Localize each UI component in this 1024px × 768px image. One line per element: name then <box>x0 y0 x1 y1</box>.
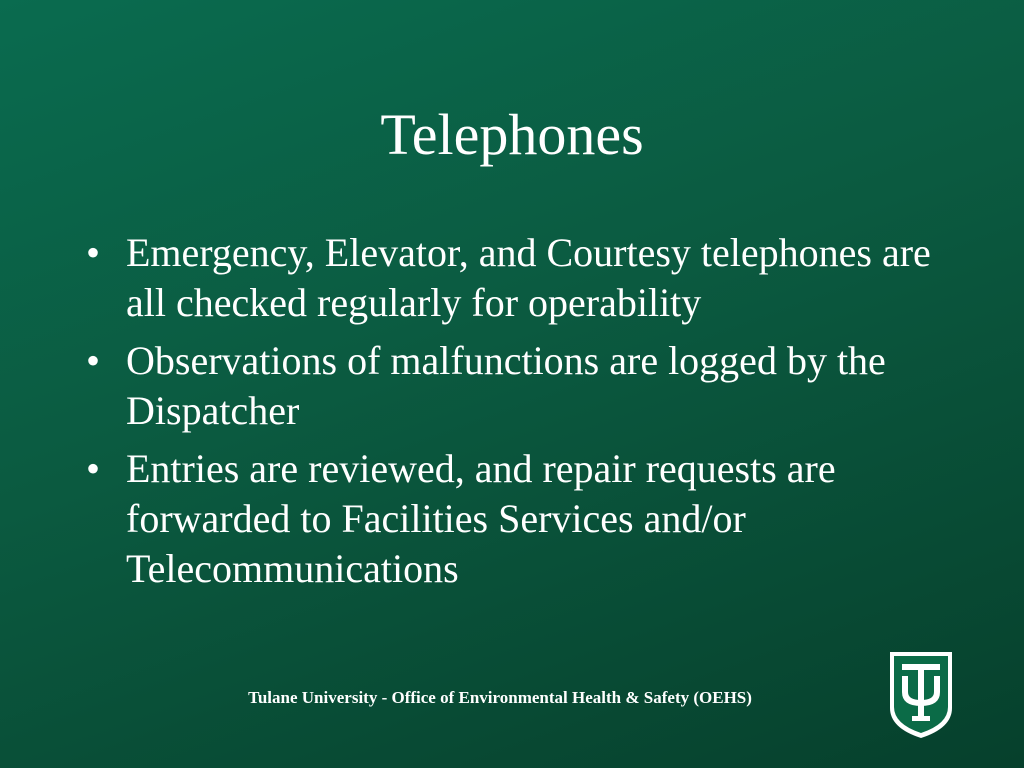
bullet-marker: • <box>86 230 101 275</box>
bullet-text: Observations of malfunctions are logged by the Dispatcher <box>126 338 886 433</box>
slide-title: Telephones <box>380 102 644 167</box>
bullet-item <box>86 228 956 328</box>
bullet-item <box>86 336 956 436</box>
bullet-list <box>86 228 956 602</box>
bullet-marker: • <box>86 446 101 491</box>
bullet-text: Entries are reviewed, and repair requests are forwarded to Facilities Services and/or Telecommunications <box>126 446 836 591</box>
footer-text: Tulane University - Office of Environmental Health & Safety (OEHS) <box>248 688 752 707</box>
bullet-marker: • <box>86 338 101 383</box>
tulane-shield-icon <box>888 650 954 740</box>
bullet-item <box>86 444 956 594</box>
bullet-text: Emergency, Elevator, and Courtesy telephones are all checked regularly for operability <box>126 230 931 325</box>
